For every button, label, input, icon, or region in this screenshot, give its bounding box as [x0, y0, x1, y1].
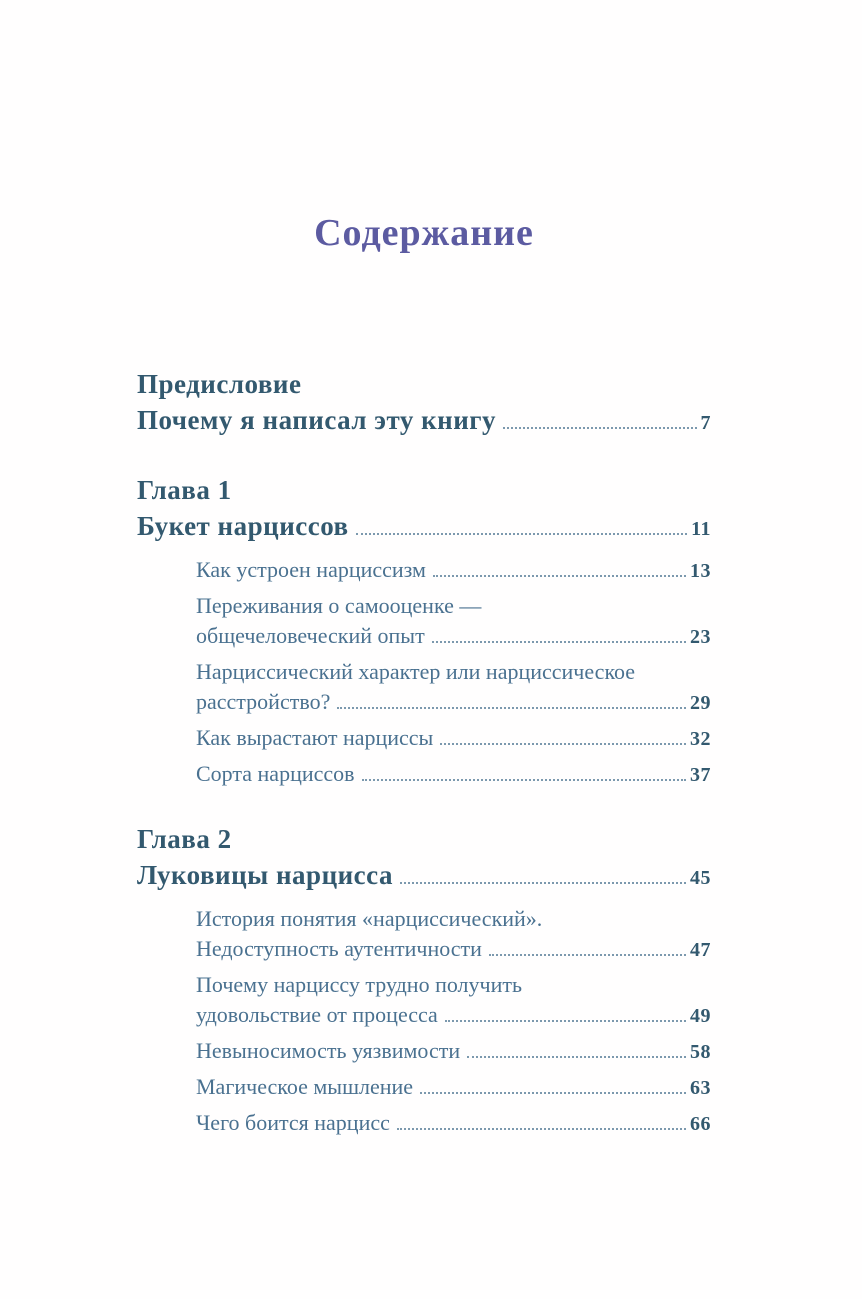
toc-entry	[196, 657, 711, 718]
toc-entry	[196, 1108, 711, 1139]
page-number: 58	[690, 1041, 711, 1063]
page-number: 11	[691, 518, 711, 540]
page-number: 32	[690, 728, 711, 750]
toc-entry	[196, 555, 711, 586]
toc-section-chapter-1	[137, 472, 711, 790]
dot-leader	[337, 707, 686, 709]
entry-title: Как устроен нарциссизм	[196, 557, 426, 582]
entry-title: Чего боится нарцисс	[196, 1110, 390, 1135]
entry-row	[196, 1036, 711, 1067]
toc-entry	[196, 1072, 711, 1103]
entry-row	[196, 1072, 711, 1103]
dot-leader	[440, 743, 686, 745]
page-number: 45	[690, 867, 711, 889]
toc-entry	[196, 759, 711, 790]
toc-content	[137, 0, 711, 1170]
dot-leader	[356, 533, 687, 535]
section-heading-row	[137, 857, 711, 896]
section-heading-row	[137, 402, 711, 441]
toc-section-chapter-2	[137, 821, 711, 1139]
section-heading-title: Почему я написал эту книгу	[137, 405, 497, 435]
toc-entry	[196, 1036, 711, 1067]
entry-row	[196, 759, 711, 790]
section-heading-row	[137, 508, 711, 547]
dot-leader	[420, 1092, 686, 1094]
toc-entry	[196, 591, 711, 652]
section-heading-title: Букет нарциссов	[137, 511, 349, 541]
toc-section-preface	[137, 366, 711, 441]
entry-title: Невыносимость уязвимости	[196, 1038, 461, 1063]
entry-row	[196, 555, 711, 586]
entry-title: Магическое мышление	[196, 1074, 414, 1099]
dot-leader	[489, 954, 686, 956]
dot-leader	[432, 641, 686, 643]
page-number: 66	[690, 1113, 711, 1135]
entry-wrap-line: История понятия «нарциссический».	[196, 906, 543, 931]
entry-title: расстройство?	[196, 689, 331, 714]
dot-leader	[400, 882, 686, 884]
page-number: 7	[700, 412, 711, 434]
toc-entry	[196, 970, 711, 1031]
page-number: 37	[690, 764, 711, 786]
section-heading-line: Предисловие	[137, 369, 302, 399]
toc-entry	[196, 904, 711, 965]
entry-row	[196, 934, 711, 965]
toc-entry	[196, 723, 711, 754]
page-number: 13	[690, 560, 711, 582]
section-entries	[137, 555, 711, 790]
entry-title: удовольствие от процесса	[196, 1002, 438, 1027]
entry-wrap-line: Почему нарциссу трудно получить	[196, 972, 523, 997]
page-number: 47	[690, 939, 711, 961]
entry-wrap-line: Нарциссический характер или нарциссическое	[196, 659, 636, 684]
entry-row	[196, 1108, 711, 1139]
section-entries	[137, 904, 711, 1139]
dot-leader	[397, 1128, 686, 1130]
entry-title: Как вырастают нарциссы	[196, 725, 434, 750]
entry-row	[196, 723, 711, 754]
entry-row	[196, 687, 711, 718]
dot-leader	[433, 575, 686, 577]
section-heading-line: Глава 2	[137, 824, 232, 854]
dot-leader	[445, 1020, 686, 1022]
dot-leader	[467, 1056, 686, 1058]
page-number: 63	[690, 1077, 711, 1099]
entry-row	[196, 1000, 711, 1031]
dot-leader	[503, 427, 696, 429]
page-number: 49	[690, 1005, 711, 1027]
page-number: 23	[690, 626, 711, 648]
section-heading-line: Глава 1	[137, 475, 232, 505]
entry-title: Недоступность аутентичности	[196, 936, 482, 961]
entry-title: Сорта нарциссов	[196, 761, 355, 786]
entry-title: общечеловеческий опыт	[196, 623, 425, 648]
entry-row	[196, 621, 711, 652]
dot-leader	[362, 779, 686, 781]
table-of-contents	[137, 366, 711, 1139]
entry-wrap-line: Переживания о самооценке —	[196, 593, 482, 618]
section-heading-title: Луковицы нарцисса	[137, 860, 393, 890]
page-number: 29	[690, 692, 711, 714]
page-title: Содержание	[314, 212, 534, 254]
